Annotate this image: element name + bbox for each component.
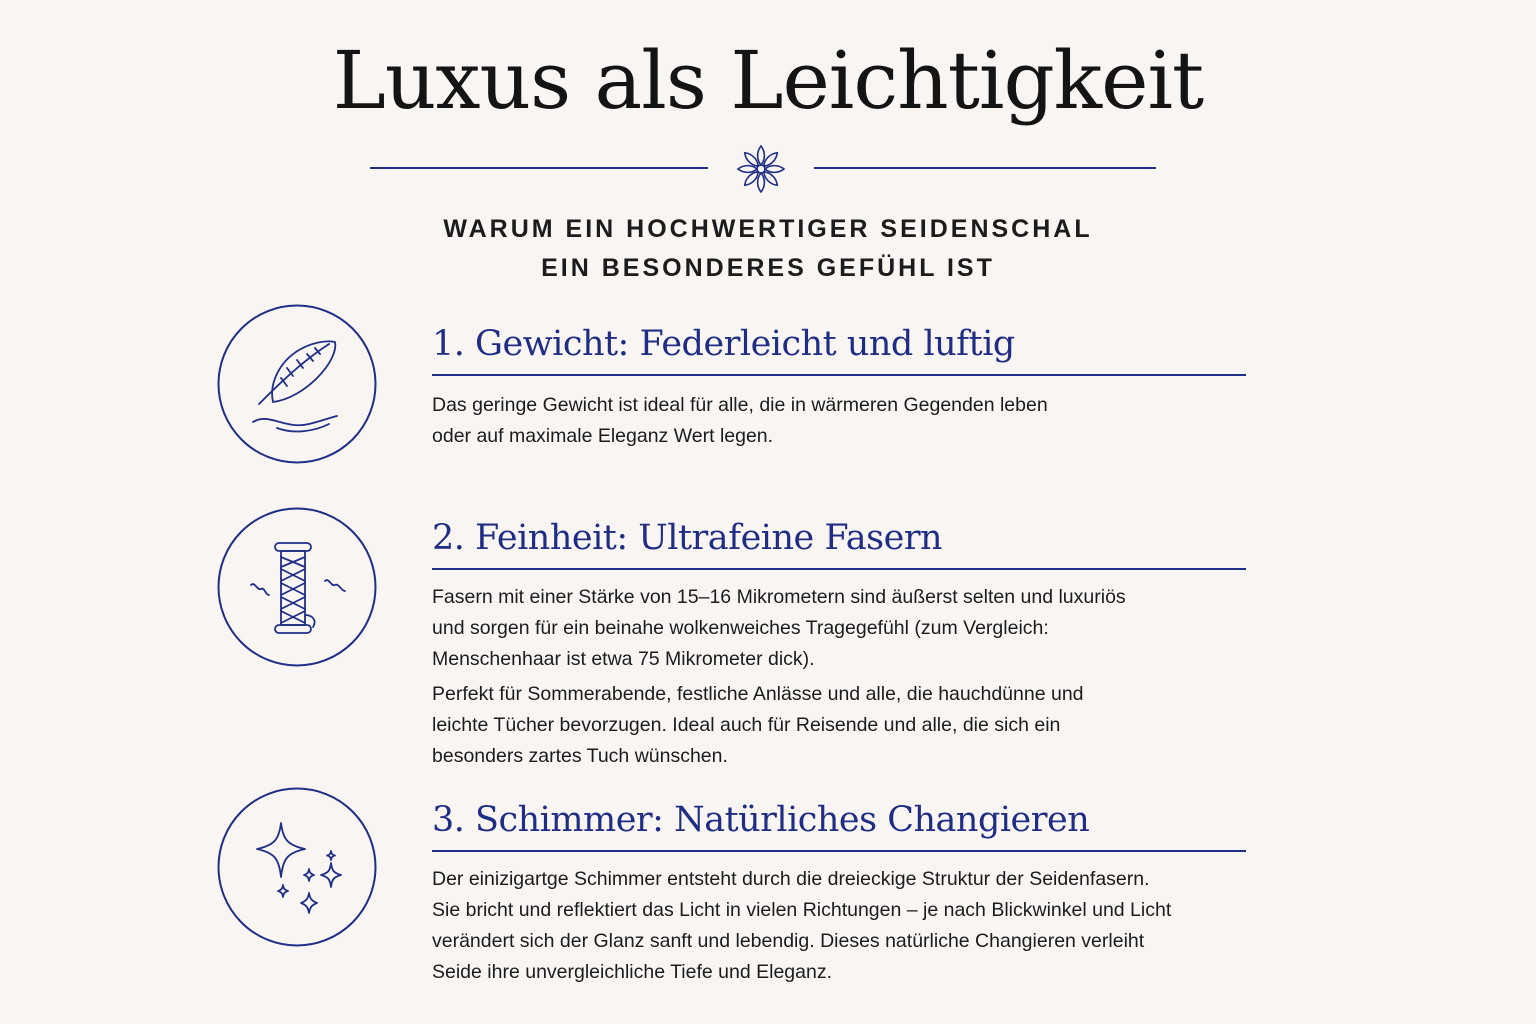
page-title: Luxus als Leichtigkeit (332, 34, 1204, 127)
body-line: Sie bricht und reflektiert das Licht in vielen Richtungen – je nach Blickwinkel und Licht (432, 898, 1172, 921)
body-line: Der einizigartge Schimmer entsteht durch die dreieckige Struktur der Seidenfasern. (432, 867, 1150, 890)
body-line: und sorgen für ein beinahe wolkenweiches Tragegefühl (zum Vergleich: (432, 616, 1049, 639)
body-line: verändert sich der Glanz sanft und lebendig. Dieses natürliche Changieren verleiht (432, 929, 1145, 952)
body-line: Menschenhaar ist etwa 75 Mikrometer dick). (432, 647, 815, 670)
title-divider (0, 142, 1536, 196)
subtitle-line-1: WARUM EIN HOCHWERTIGER SEIDENSCHAL (443, 215, 1093, 243)
body-line: Perfekt für Sommerabende, festliche Anlässe und alle, die hauchdünne und (432, 682, 1084, 705)
section-rule (432, 850, 1246, 852)
thread-spool-icon (217, 507, 377, 667)
subtitle (0, 210, 1536, 288)
section-title: 2. Feinheit: Ultrafeine Fasern (432, 518, 943, 558)
section-weight (432, 324, 1312, 452)
sparkles-icon (217, 787, 377, 947)
section-rule (432, 568, 1246, 570)
subtitle-line-2: EIN BESONDERES GEFÜHL IST (541, 254, 995, 282)
section-body (432, 390, 1312, 452)
section-shimmer (432, 800, 1312, 988)
section-title: 3. Schimmer: Natürliches Changieren (432, 800, 1090, 840)
feather-icon (217, 304, 377, 464)
divider-line-left (370, 167, 708, 169)
section-body (432, 582, 1312, 772)
flower-ornament-icon (729, 142, 793, 196)
section-title: 1. Gewicht: Federleicht und luftig (432, 324, 1015, 364)
body-line: leichte Tücher bevorzugen. Ideal auch für Reisende und alle, die sich ein (432, 713, 1061, 736)
body-line: Fasern mit einer Stärke von 15–16 Mikrometern sind äußerst selten und luxuriös (432, 585, 1126, 608)
section-rule (432, 374, 1246, 376)
body-line: Das geringe Gewicht ist ideal für alle, die in wärmeren Gegenden leben (432, 393, 1048, 416)
section-body (432, 864, 1312, 988)
body-line: oder auf maximale Eleganz Wert legen. (432, 424, 774, 447)
divider-line-right (814, 167, 1156, 169)
section-fineness (432, 518, 1312, 772)
body-line: besonders zartes Tuch wünschen. (432, 744, 728, 767)
body-line: Seide ihre unvergleichliche Tiefe und Eleganz. (432, 960, 833, 983)
